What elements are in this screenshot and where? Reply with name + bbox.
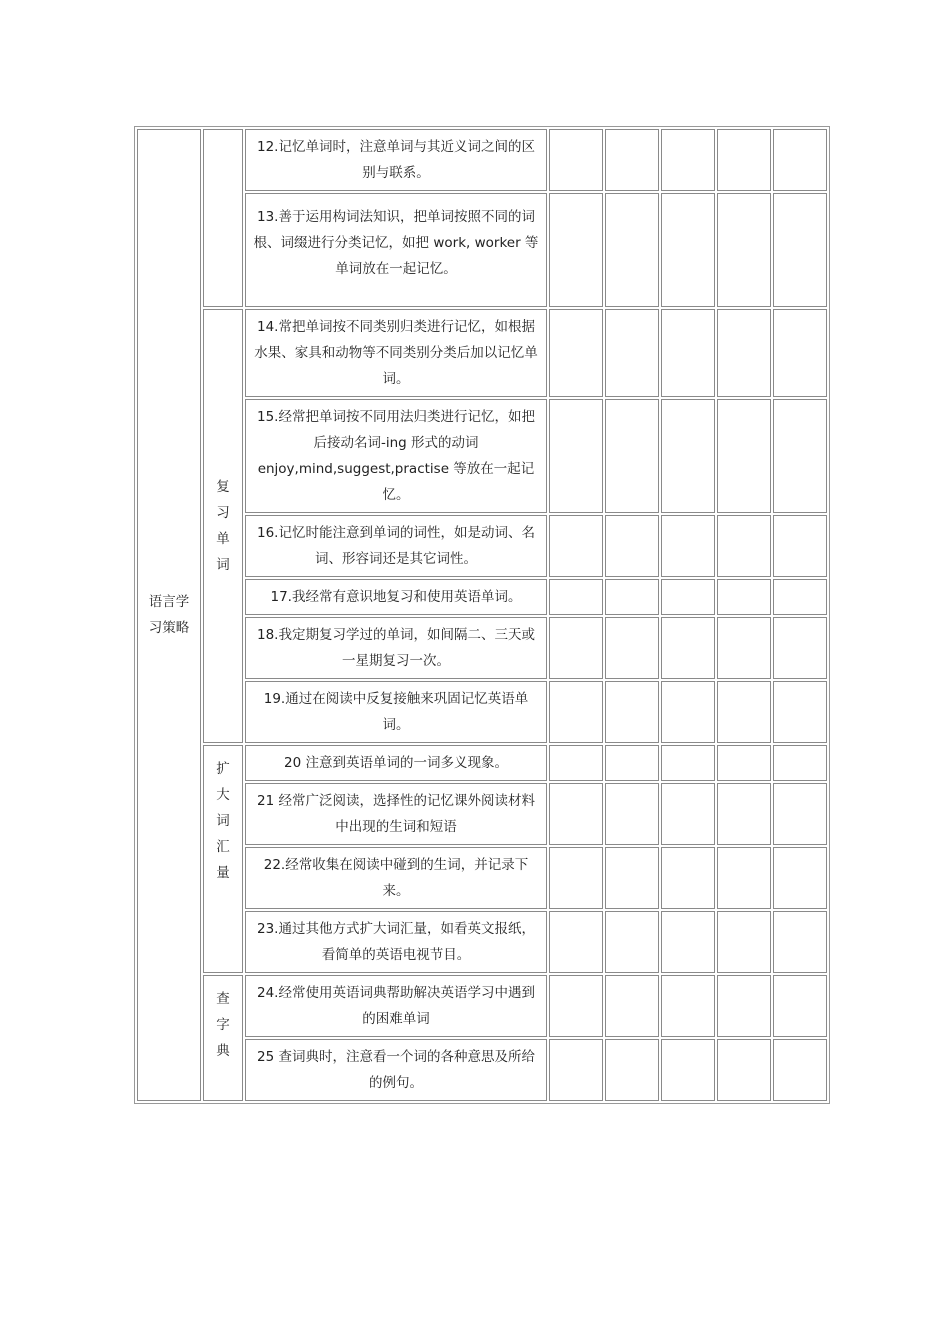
rating-cell[interactable] [549,129,603,191]
item-cell [245,617,547,679]
rating-cell[interactable] [717,681,771,743]
rating-cell[interactable] [717,617,771,679]
subcategory-cell [203,745,243,973]
item-cell [245,193,547,307]
rating-cell[interactable] [549,515,603,577]
rating-cell[interactable] [773,579,827,615]
rating-cell[interactable] [661,783,715,845]
rating-cell[interactable] [773,309,827,397]
item-text: 14.常把单词按不同类别归类进行记忆，如根据水果、家具和动物等不同类别分类后加以记忆单词。 [254,319,538,387]
table-row [137,975,827,1037]
rating-cell[interactable] [605,515,659,577]
rating-cell[interactable] [549,911,603,973]
item-text: 13.善于运用构词法知识，把单词按照不同的词根、词缀进行分类记忆，如把 work, worker 等单词放在一起记忆。 [253,209,539,277]
category-cell [137,129,201,1101]
rating-cell[interactable] [773,975,827,1037]
rating-cell[interactable] [661,193,715,307]
rating-cell[interactable] [661,681,715,743]
rating-cell[interactable] [661,745,715,781]
item-text: 25 查词典时，注意看一个词的各种意思及所给的例句。 [257,1049,535,1091]
rating-cell[interactable] [717,1039,771,1101]
item-text: 15.经常把单词按不同用法归类进行记忆，如把后接动名词-ing 形式的动词 enjoy,mind,suggest,practise 等放在一起记忆。 [257,409,535,503]
survey-table [134,126,830,1104]
subcategory-cell [203,975,243,1101]
rating-cell[interactable] [605,911,659,973]
subcategory-cell [203,129,243,307]
rating-cell[interactable] [773,399,827,513]
item-text: 24.经常使用英语词典帮助解决英语学习中遇到的困难单词 [257,985,535,1027]
item-text: 18.我定期复习学过的单词，如间隔二、三天或一星期复习一次。 [257,627,535,669]
table-row [137,129,827,191]
rating-cell[interactable] [549,783,603,845]
rating-cell[interactable] [773,847,827,909]
rating-cell[interactable] [661,847,715,909]
rating-cell[interactable] [605,617,659,679]
rating-cell[interactable] [717,129,771,191]
rating-cell[interactable] [773,681,827,743]
item-cell [245,1039,547,1101]
rating-cell[interactable] [549,1039,603,1101]
rating-cell[interactable] [717,783,771,845]
item-text: 19.通过在阅读中反复接触来巩固记忆英语单词。 [263,691,529,733]
subcategory-label: 查字典 [216,991,230,1059]
rating-cell[interactable] [549,193,603,307]
subcategory-label: 复习单词 [216,479,230,573]
rating-cell[interactable] [717,579,771,615]
item-cell [245,399,547,513]
rating-cell[interactable] [661,1039,715,1101]
item-text: 16.记忆时能注意到单词的词性，如是动词、名词、形容词还是其它词性。 [257,525,535,567]
rating-cell[interactable] [773,515,827,577]
rating-cell[interactable] [717,847,771,909]
item-cell [245,783,547,845]
rating-cell[interactable] [605,309,659,397]
rating-cell[interactable] [549,579,603,615]
rating-cell[interactable] [717,745,771,781]
item-cell [245,911,547,973]
item-cell [245,579,547,615]
category-label: 语言学习策略 [148,594,190,636]
rating-cell[interactable] [661,129,715,191]
rating-cell[interactable] [549,399,603,513]
rating-cell[interactable] [661,975,715,1037]
item-cell [245,681,547,743]
item-text: 20 注意到英语单词的一词多义现象。 [284,755,508,771]
item-text: 22.经常收集在阅读中碰到的生词，并记录下来。 [263,857,529,899]
rating-cell[interactable] [773,129,827,191]
rating-cell[interactable] [773,1039,827,1101]
item-cell [245,745,547,781]
item-text: 21 经常广泛阅读，选择性的记忆课外阅读材料中出现的生词和短语 [257,793,535,835]
rating-cell[interactable] [605,129,659,191]
rating-cell[interactable] [661,515,715,577]
rating-cell[interactable] [605,745,659,781]
rating-cell[interactable] [717,399,771,513]
rating-cell[interactable] [549,745,603,781]
rating-cell[interactable] [549,847,603,909]
rating-cell[interactable] [717,309,771,397]
rating-cell[interactable] [717,911,771,973]
item-cell [245,847,547,909]
rating-cell[interactable] [605,1039,659,1101]
rating-cell[interactable] [605,975,659,1037]
rating-cell[interactable] [661,579,715,615]
rating-cell[interactable] [605,193,659,307]
rating-cell[interactable] [661,399,715,513]
rating-cell[interactable] [661,309,715,397]
rating-cell[interactable] [773,617,827,679]
table-row [137,745,827,781]
rating-cell[interactable] [605,783,659,845]
item-cell [245,309,547,397]
rating-cell[interactable] [717,193,771,307]
rating-cell[interactable] [605,681,659,743]
rating-cell[interactable] [773,193,827,307]
item-cell [245,515,547,577]
rating-cell[interactable] [549,617,603,679]
subcategory-label: 扩大词汇量 [216,761,230,881]
rating-cell[interactable] [605,399,659,513]
rating-cell[interactable] [549,975,603,1037]
rating-cell[interactable] [549,681,603,743]
item-text: 23.通过其他方式扩大词汇量，如看英文报纸，看简单的英语电视节目。 [257,921,535,963]
rating-cell[interactable] [605,847,659,909]
table-row [137,309,827,397]
rating-cell[interactable] [549,309,603,397]
rating-cell[interactable] [605,579,659,615]
rating-cell[interactable] [773,745,827,781]
item-text: 12.记忆单词时，注意单词与其近义词之间的区别与联系。 [257,139,535,181]
rating-cell[interactable] [773,911,827,973]
rating-cell[interactable] [661,911,715,973]
rating-cell[interactable] [717,975,771,1037]
rating-cell[interactable] [773,783,827,845]
item-cell [245,975,547,1037]
rating-cell[interactable] [661,617,715,679]
item-cell [245,129,547,191]
rating-cell[interactable] [717,515,771,577]
item-text: 17.我经常有意识地复习和使用英语单词。 [270,589,522,605]
subcategory-cell [203,309,243,743]
